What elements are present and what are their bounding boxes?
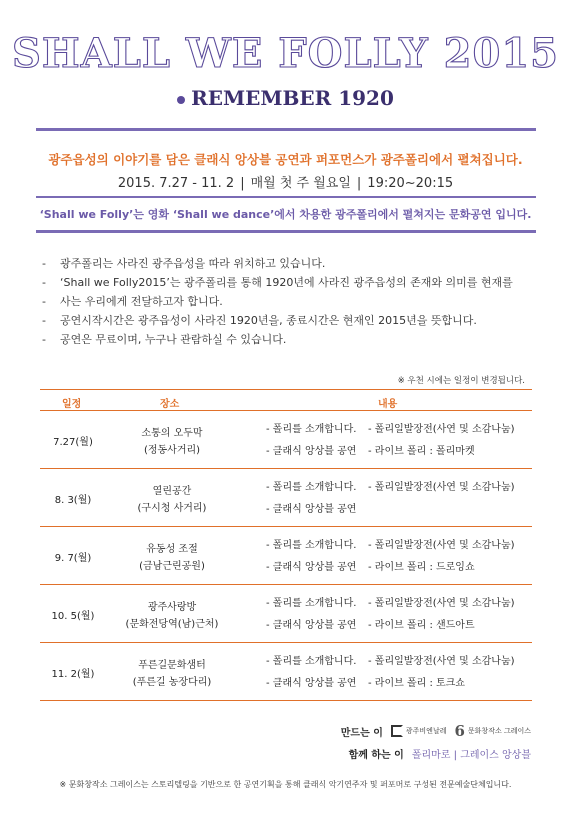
row-program: - 폴리를 소개합니다. - 클래식 앙상블 공연 — [266, 598, 357, 631]
footer-note: ※ 문화창작소 그레이스는 스토리텔링을 기반으로 한 공연기획을 통해 클래식 악기연주자 및 퍼포머로 구성된 전문예술단체입니다. — [59, 780, 512, 789]
row-place: 푸른길문화샘터 (푸른길 농장다리) — [132, 660, 212, 688]
partners: 폴리마로 | 그레이스 앙상블 — [411, 749, 531, 761]
grace-logo: 6 문화창작소 그레이스 — [454, 721, 531, 740]
schedule-table — [40, 389, 532, 701]
row-program: - 폴리를 소개합니다. - 클래식 앙상블 공연 — [266, 656, 357, 689]
headline: 광주읍성의 이야기를 담은 클래식 앙상블 공연과 퍼포먼스가 광주폴리에서 펼쳐집니다. — [48, 152, 523, 167]
row-program-extra: - 폴리일발장전(사연 및 소감나눔) — [368, 482, 515, 493]
list-item: - 공연시작시간은 광주읍성이 사라진 1920년을, 종료시간은 현재인 2015년을 뜻합니다. — [40, 311, 530, 330]
credits — [341, 720, 531, 764]
divider — [36, 230, 536, 233]
row-date: 7.27(월) — [53, 437, 93, 448]
list-item: - 사는 우리에게 전달하고자 합니다. — [40, 292, 530, 311]
made-by-label: 만드는 이 — [340, 727, 383, 739]
row-place: 열린공간 (구시청 사거리) — [137, 486, 207, 514]
poster-title: SHALL WE FOLLY 2015 — [0, 30, 571, 77]
row-program-extra: - 폴리일발장전(사연 및 소감나눔) - 라이브 폴리 : 토크쇼 — [368, 656, 515, 689]
table-header — [40, 389, 532, 411]
intro-text: ‘Shall we Folly’는 영화 ‘Shall we dance’에서 차용한 광주폴리에서 펼쳐지는 문화공연 입니다. — [39, 208, 532, 221]
bullet-icon — [177, 96, 185, 104]
row-program: - 폴리를 소개합니다. - 클래식 앙상블 공연 — [266, 540, 357, 573]
row-place: 소통의 오두막 (정동사거리) — [141, 428, 203, 456]
row-program: - 폴리를 소개합니다. - 클래식 앙상블 공연 — [266, 424, 357, 457]
list-item: - ‘Shall we Folly2015’는 광주폴리를 통해 1920년에 사라진 광주읍성의 존재와 의미를 현재를 — [40, 273, 530, 292]
row-date: 11. 2(월) — [51, 669, 95, 680]
row-place: 유동성 조절 (금남근린공원) — [139, 544, 205, 572]
table-row — [40, 527, 532, 585]
row-program-extra: - 폴리일발장전(사연 및 소감나눔) - 라이브 폴리 : 폴리마켓 — [368, 424, 515, 457]
poster-subtitle: REMEMBER 1920 — [0, 86, 571, 110]
row-program-extra: - 폴리일발장전(사연 및 소감나눔) - 라이브 폴리 : 샌드아트 — [368, 598, 515, 631]
biennale-logo-icon — [391, 725, 403, 737]
row-place: 광주사랑방 (문화전당역(남)근처) — [125, 602, 219, 630]
table-row — [40, 411, 532, 469]
table-row — [40, 469, 532, 527]
info-list — [40, 254, 530, 349]
row-date: 8. 3(월) — [54, 495, 92, 506]
table-row — [40, 643, 532, 701]
with-label: 함께 하는 이 — [348, 749, 404, 761]
header-date: 일정 — [62, 399, 82, 410]
event-dates: 2015. 7.27 - 11. 2 | 매월 첫 주 월요일 | 19:20~20:15 — [117, 176, 454, 191]
rain-note: ※ 우천 시에는 일정이 변경됩니다. — [397, 376, 525, 386]
table-row — [40, 585, 532, 643]
header-place: 장소 — [160, 399, 180, 410]
list-item: - 공연은 무료이며, 누구나 관람하실 수 있습니다. — [40, 330, 530, 349]
row-program: - 폴리를 소개합니다. - 클래식 앙상블 공연 — [266, 482, 357, 515]
list-item: - 광주폴리는 사라진 광주읍성을 따라 위치하고 있습니다. — [40, 254, 530, 273]
header-content: 내용 — [378, 399, 398, 410]
row-date: 9. 7(월) — [54, 553, 92, 564]
divider — [36, 196, 536, 198]
row-date: 10. 5(월) — [51, 611, 95, 622]
divider — [36, 128, 536, 131]
grace-logo-icon: 6 — [454, 721, 465, 740]
biennale-logo: 광주비엔날레 — [391, 725, 447, 737]
row-program-extra: - 폴리일발장전(사연 및 소감나눔) - 라이브 폴리 : 드로잉쇼 — [368, 540, 515, 573]
